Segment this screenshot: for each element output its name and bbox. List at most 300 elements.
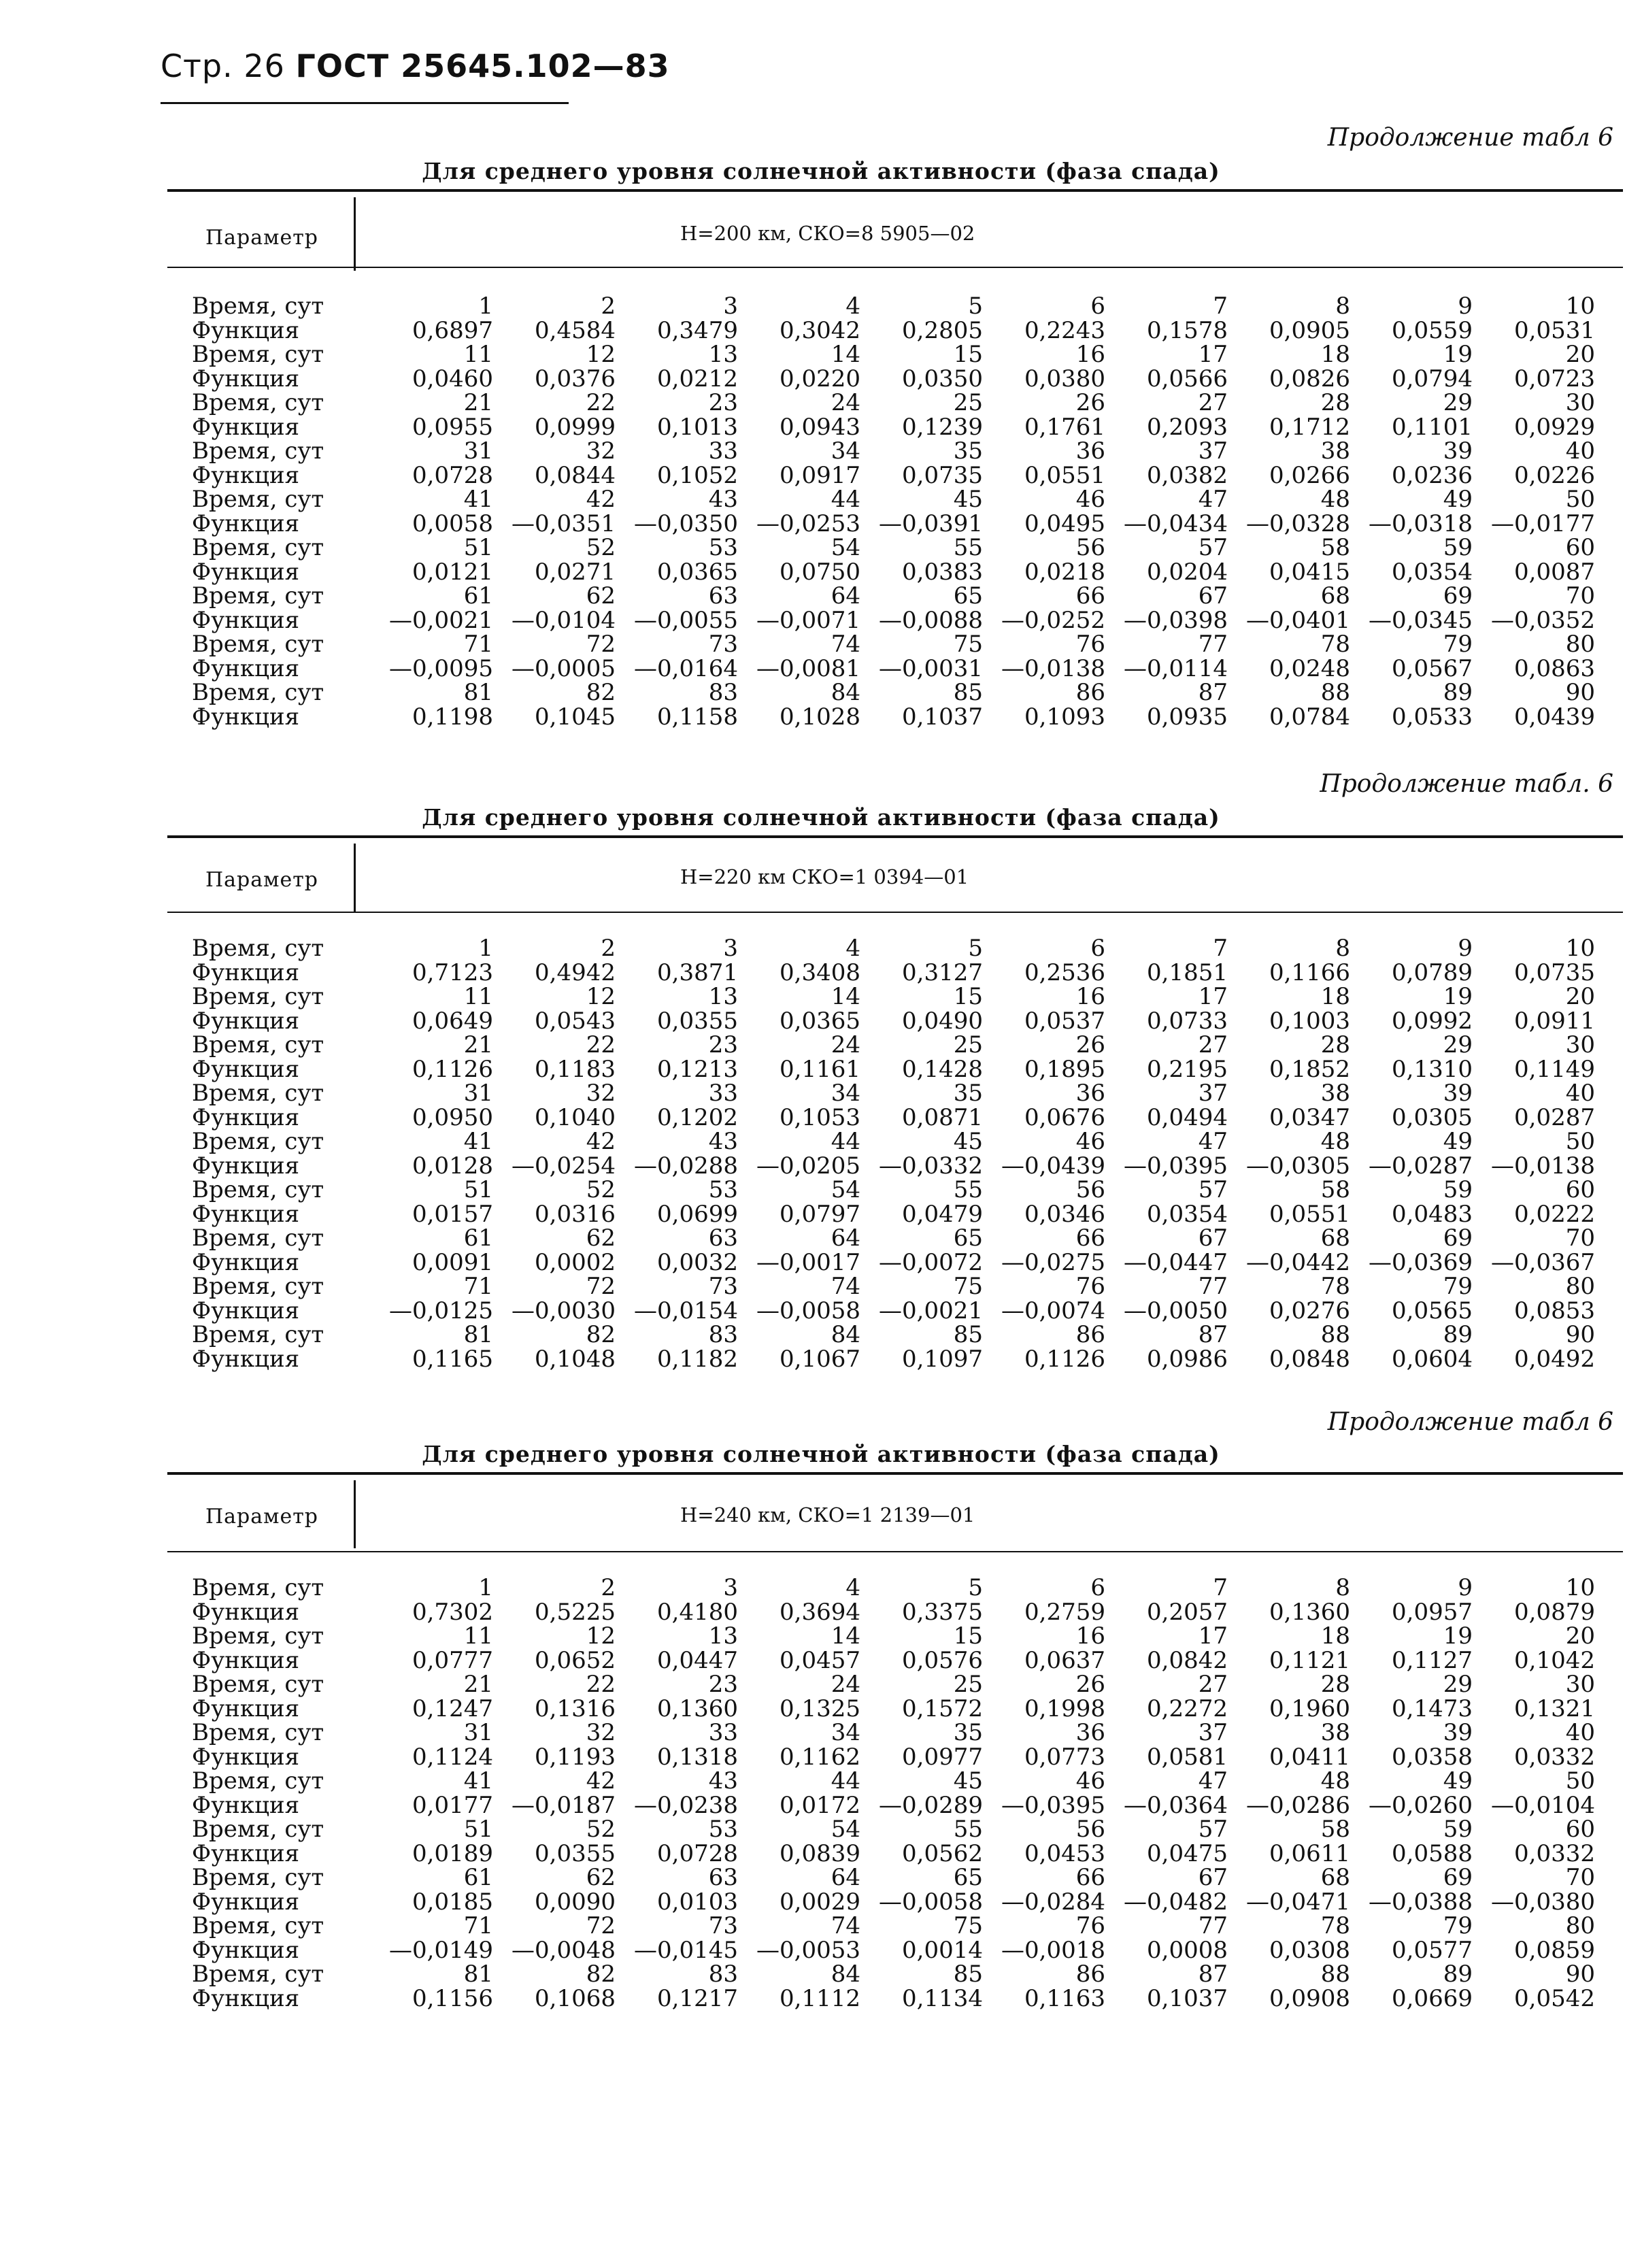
table-cell: —0,0058 bbox=[756, 1297, 860, 1324]
table-cell: 39 bbox=[1443, 1080, 1473, 1107]
table-cell: 19 bbox=[1443, 983, 1473, 1010]
table-cell: 0,0794 bbox=[1392, 365, 1473, 393]
table-cell: 0,1761 bbox=[1024, 413, 1105, 441]
row-label: Время, сут bbox=[192, 1224, 324, 1252]
row-label: Функция bbox=[192, 461, 300, 489]
table-cell: —0,0021 bbox=[389, 606, 493, 634]
table-cell: 3 bbox=[723, 935, 738, 962]
header-bottom-rule-1 bbox=[167, 267, 1623, 268]
table-cell: 0,0453 bbox=[1024, 1839, 1105, 1867]
table-cell: 0,0542 bbox=[1514, 1984, 1595, 2012]
table-cell: —0,0286 bbox=[1246, 1791, 1350, 1819]
table-cell: 67 bbox=[1198, 1224, 1228, 1252]
table-cell: 0,0911 bbox=[1514, 1007, 1595, 1035]
table-cell: 74 bbox=[831, 1912, 860, 1939]
table-cell: 26 bbox=[1075, 1671, 1105, 1698]
table-cell: 0,0287 bbox=[1514, 1103, 1595, 1131]
table-cell: 50 bbox=[1565, 1767, 1595, 1795]
table-cell: 19 bbox=[1443, 341, 1473, 368]
table-row bbox=[0, 984, 1642, 1009]
table-cell: 82 bbox=[586, 1321, 616, 1348]
table-cell: 81 bbox=[463, 679, 493, 706]
table-cell: 24 bbox=[831, 1031, 860, 1058]
table-cell: 0,0943 bbox=[780, 413, 860, 441]
table-cell: 9 bbox=[1458, 935, 1473, 962]
table-cell: —0,0350 bbox=[634, 510, 738, 537]
table-row bbox=[0, 1624, 1642, 1648]
table-cell: 23 bbox=[708, 389, 738, 416]
row-label: Время, сут bbox=[192, 1816, 324, 1843]
table-cell: 42 bbox=[586, 486, 616, 513]
table-cell: 0,0128 bbox=[412, 1152, 493, 1180]
table-row bbox=[0, 680, 1642, 705]
table-cell: 0,2805 bbox=[902, 316, 983, 344]
table-row bbox=[0, 1575, 1642, 1600]
table-cell: 0,0917 bbox=[780, 461, 860, 489]
table-row bbox=[0, 535, 1642, 560]
table-cell: 0,0189 bbox=[412, 1839, 493, 1867]
table-cell: —0,0352 bbox=[1491, 606, 1595, 634]
table-cell: 0,1121 bbox=[1269, 1646, 1350, 1674]
table-cell: 0,1165 bbox=[412, 1345, 493, 1373]
table-cell: 32 bbox=[586, 1719, 616, 1746]
table-cell: 86 bbox=[1075, 1321, 1105, 1348]
table-cell: 0,1318 bbox=[657, 1743, 738, 1771]
table-cell: 0,0411 bbox=[1269, 1743, 1350, 1771]
table-row bbox=[0, 415, 1642, 439]
table-cell: 13 bbox=[708, 341, 738, 368]
table-row bbox=[0, 1274, 1642, 1299]
table-cell: 79 bbox=[1443, 1273, 1473, 1300]
table-cell: 68 bbox=[1320, 1864, 1350, 1891]
table-cell: 0,0226 bbox=[1514, 461, 1595, 489]
table-cell: 86 bbox=[1075, 1961, 1105, 1988]
table-row bbox=[0, 390, 1642, 415]
table-cell: 75 bbox=[953, 1273, 983, 1300]
table-cell: 0,0559 bbox=[1392, 316, 1473, 344]
table-row bbox=[0, 1322, 1642, 1347]
table-cell: —0,0471 bbox=[1246, 1888, 1350, 1916]
table-cell: 0,0032 bbox=[657, 1248, 738, 1276]
table-cell: 5 bbox=[968, 1574, 983, 1601]
table-cell: —0,0177 bbox=[1491, 510, 1595, 537]
table-cell: 22 bbox=[586, 389, 616, 416]
table-cell: 0,0185 bbox=[412, 1888, 493, 1916]
table-cell: 53 bbox=[708, 1176, 738, 1203]
row-label: Время, сут bbox=[192, 1671, 324, 1698]
row-label: Время, сут bbox=[192, 983, 324, 1010]
table-cell: 0,0475 bbox=[1147, 1839, 1228, 1867]
table-caption-1: Для среднего уровня солнечной активности (фаза спада) bbox=[422, 158, 1220, 184]
table-cell: 65 bbox=[953, 1224, 983, 1252]
row-label: Время, сут bbox=[192, 1864, 324, 1891]
table-cell: 38 bbox=[1320, 437, 1350, 465]
table-cell: 25 bbox=[953, 389, 983, 416]
table-cell: 26 bbox=[1075, 389, 1105, 416]
table-cell: 58 bbox=[1320, 534, 1350, 561]
table-cell: 0,0879 bbox=[1514, 1598, 1595, 1626]
table-cell: 0,0669 bbox=[1392, 1984, 1473, 2012]
table-cell: 0,0157 bbox=[412, 1200, 493, 1228]
table-cell: 25 bbox=[953, 1031, 983, 1058]
table-cell: 58 bbox=[1320, 1816, 1350, 1843]
table-cell: 69 bbox=[1443, 1864, 1473, 1891]
table-cell: 0,0839 bbox=[780, 1839, 860, 1867]
table-cell: 53 bbox=[708, 1816, 738, 1843]
table-cell: 0,0350 bbox=[902, 365, 983, 393]
table-cell: 51 bbox=[463, 1176, 493, 1203]
table-cell: 7 bbox=[1213, 1574, 1228, 1601]
table-cell: 0,0531 bbox=[1514, 316, 1595, 344]
table-row bbox=[0, 1697, 1642, 1721]
table-cell: 0,1183 bbox=[535, 1055, 616, 1083]
table-cell: 0,2759 bbox=[1024, 1598, 1105, 1626]
table-cell: —0,0017 bbox=[756, 1248, 860, 1276]
table-cell: 0,0222 bbox=[1514, 1200, 1595, 1228]
table-cell: 0,0750 bbox=[780, 558, 860, 586]
table-cell: 0,0789 bbox=[1392, 958, 1473, 986]
row-label: Время, сут bbox=[192, 1719, 324, 1746]
row-label: Функция bbox=[192, 1598, 300, 1626]
table-cell: 0,1037 bbox=[902, 703, 983, 731]
table-cell: 34 bbox=[831, 1719, 860, 1746]
table-row bbox=[0, 512, 1642, 536]
table-cell: 82 bbox=[586, 679, 616, 706]
table-cell: 20 bbox=[1565, 1622, 1595, 1650]
table-cell: 40 bbox=[1565, 1080, 1595, 1107]
row-label: Время, сут bbox=[192, 437, 324, 465]
table-row bbox=[0, 1962, 1642, 1986]
table-cell: 0,0494 bbox=[1147, 1103, 1228, 1131]
table-cell: 75 bbox=[953, 631, 983, 658]
table-cell: 47 bbox=[1198, 1767, 1228, 1795]
table-row bbox=[0, 1817, 1642, 1841]
table-row bbox=[0, 463, 1642, 488]
table-row bbox=[0, 1178, 1642, 1202]
table-cell: 0,1127 bbox=[1392, 1646, 1473, 1674]
table-cell: —0,0260 bbox=[1369, 1791, 1473, 1819]
table-cell: 0,1202 bbox=[657, 1103, 738, 1131]
table-cell: 0,1124 bbox=[412, 1743, 493, 1771]
table-cell: 0,4180 bbox=[657, 1598, 738, 1626]
table-cell: 0,1712 bbox=[1269, 413, 1350, 441]
table-cell: 0,0354 bbox=[1147, 1200, 1228, 1228]
row-label: Функция bbox=[192, 1297, 300, 1324]
table-cell: 48 bbox=[1320, 486, 1350, 513]
table-cell: —0,0289 bbox=[879, 1791, 983, 1819]
table-cell: —0,0187 bbox=[512, 1791, 616, 1819]
table-cell: —0,0021 bbox=[879, 1297, 983, 1324]
table-cell: 84 bbox=[831, 679, 860, 706]
table-cell: 0,0008 bbox=[1147, 1936, 1228, 1964]
row-label: Время, сут bbox=[192, 1031, 324, 1058]
table-cell: 0,1161 bbox=[780, 1055, 860, 1083]
table-cell: 23 bbox=[708, 1031, 738, 1058]
table-cell: 0,0637 bbox=[1024, 1646, 1105, 1674]
table-cell: 0,1048 bbox=[535, 1345, 616, 1373]
table-cell: —0,0439 bbox=[1001, 1152, 1105, 1180]
table-cell: 0,0271 bbox=[535, 558, 616, 586]
table-cell: 0,0332 bbox=[1514, 1743, 1595, 1771]
row-label: Время, сут bbox=[192, 1622, 324, 1650]
table-cell: 0,1360 bbox=[657, 1695, 738, 1722]
table-cell: 0,0236 bbox=[1392, 461, 1473, 489]
row-label: Функция bbox=[192, 316, 300, 344]
page-number: Стр. 26 bbox=[161, 48, 285, 84]
table-cell: 0,1998 bbox=[1024, 1695, 1105, 1722]
table-cell: 0,0316 bbox=[535, 1200, 616, 1228]
table-cell: 4 bbox=[845, 1574, 860, 1601]
table-cell: —0,0380 bbox=[1491, 1888, 1595, 1916]
table-cell: —0,0401 bbox=[1246, 606, 1350, 634]
table-cell: 19 bbox=[1443, 1622, 1473, 1650]
table-row bbox=[0, 1009, 1642, 1033]
table-cell: 0,1134 bbox=[902, 1984, 983, 2012]
table-cell: 36 bbox=[1075, 1080, 1105, 1107]
header-divider-2 bbox=[354, 844, 356, 912]
table-cell: 8 bbox=[1335, 1574, 1350, 1601]
table-cell: 28 bbox=[1320, 389, 1350, 416]
row-label: Функция bbox=[192, 1695, 300, 1722]
row-label: Функция bbox=[192, 1839, 300, 1867]
table-cell: 0,0723 bbox=[1514, 365, 1595, 393]
table-cell: 80 bbox=[1565, 1273, 1595, 1300]
table-cell: 42 bbox=[586, 1128, 616, 1155]
table-row bbox=[0, 318, 1642, 343]
table-cell: 0,0479 bbox=[902, 1200, 983, 1228]
table-cell: 83 bbox=[708, 1961, 738, 1988]
table-cell: —0,0005 bbox=[512, 654, 616, 682]
table-row bbox=[0, 1914, 1642, 1938]
table-cell: 0,1097 bbox=[902, 1345, 983, 1373]
table-cell: 58 bbox=[1320, 1176, 1350, 1203]
row-label: Функция bbox=[192, 413, 300, 441]
row-label: Функция bbox=[192, 1888, 300, 1916]
table-cell: 54 bbox=[831, 534, 860, 561]
table-cell: 54 bbox=[831, 1176, 860, 1203]
row-label: Время, сут bbox=[192, 293, 324, 320]
row-label: Функция bbox=[192, 1345, 300, 1373]
table-row bbox=[0, 1057, 1642, 1082]
table-row bbox=[0, 1105, 1642, 1130]
row-label: Время, сут bbox=[192, 935, 324, 962]
table-cell: 12 bbox=[586, 1622, 616, 1650]
table-cell: 0,1239 bbox=[902, 413, 983, 441]
table-cell: 0,0649 bbox=[412, 1007, 493, 1035]
table-cell: 0,1851 bbox=[1147, 958, 1228, 986]
table-cell: 37 bbox=[1198, 1080, 1228, 1107]
table-cell: —0,0145 bbox=[634, 1936, 738, 1964]
table-cell: 9 bbox=[1458, 1574, 1473, 1601]
table-cell: 61 bbox=[463, 582, 493, 610]
table-cell: 28 bbox=[1320, 1671, 1350, 1698]
table-cell: 0,0977 bbox=[902, 1743, 983, 1771]
table-cell: 56 bbox=[1075, 1176, 1105, 1203]
table-cell: 30 bbox=[1565, 1031, 1595, 1058]
table-cell: 80 bbox=[1565, 1912, 1595, 1939]
table-cell: 0,0566 bbox=[1147, 365, 1228, 393]
table-cell: 0,0848 bbox=[1269, 1345, 1350, 1373]
table-cell: 32 bbox=[586, 1080, 616, 1107]
table-cell: 0,1473 bbox=[1392, 1695, 1473, 1722]
table-row bbox=[0, 1890, 1642, 1914]
table-cell: 45 bbox=[953, 1767, 983, 1795]
table-cell: —0,0058 bbox=[879, 1888, 983, 1916]
table-cell: 0,0220 bbox=[780, 365, 860, 393]
table-cell: 53 bbox=[708, 534, 738, 561]
table-cell: 0,1156 bbox=[412, 1984, 493, 2012]
table-cell: 25 bbox=[953, 1671, 983, 1698]
table-cell: 10 bbox=[1565, 293, 1595, 320]
row-label: Функция bbox=[192, 1984, 300, 2012]
table-cell: 0,0382 bbox=[1147, 461, 1228, 489]
table-cell: 0,0029 bbox=[780, 1888, 860, 1916]
table-row bbox=[0, 1347, 1642, 1371]
table-cell: 0,0212 bbox=[657, 365, 738, 393]
table-cell: 29 bbox=[1443, 1031, 1473, 1058]
table-row bbox=[0, 1129, 1642, 1154]
table-cell: 0,0929 bbox=[1514, 413, 1595, 441]
row-label: Время, сут bbox=[192, 486, 324, 513]
table-cell: 44 bbox=[831, 1128, 860, 1155]
table-cell: —0,0367 bbox=[1491, 1248, 1595, 1276]
table-cell: 0,0308 bbox=[1269, 1936, 1350, 1964]
table-cell: 2 bbox=[601, 293, 616, 320]
table-cell: 41 bbox=[463, 486, 493, 513]
row-label: Функция bbox=[192, 606, 300, 634]
table-cell: 0,0533 bbox=[1392, 703, 1473, 731]
table-cell: 72 bbox=[586, 1912, 616, 1939]
table-cell: 0,5225 bbox=[535, 1598, 616, 1626]
table-row bbox=[0, 1250, 1642, 1275]
table-cell: 22 bbox=[586, 1671, 616, 1698]
row-label: Время, сут bbox=[192, 1273, 324, 1300]
table-cell: 31 bbox=[463, 437, 493, 465]
table-cell: 64 bbox=[831, 1224, 860, 1252]
table-cell: 20 bbox=[1565, 983, 1595, 1010]
table-cell: 59 bbox=[1443, 1176, 1473, 1203]
table-cell: 78 bbox=[1320, 631, 1350, 658]
table-cell: 0,1213 bbox=[657, 1055, 738, 1083]
table-cell: 0,3871 bbox=[657, 958, 738, 986]
table-cell: 43 bbox=[708, 1767, 738, 1795]
table-cell: 0,0380 bbox=[1024, 365, 1105, 393]
table-cell: 64 bbox=[831, 1864, 860, 1891]
table-cell: 7 bbox=[1213, 935, 1228, 962]
table-cell: 47 bbox=[1198, 486, 1228, 513]
table-cell: 0,1316 bbox=[535, 1695, 616, 1722]
table-cell: 0,0537 bbox=[1024, 1007, 1105, 1035]
table-cell: 0,1193 bbox=[535, 1743, 616, 1771]
table-cell: 0,1093 bbox=[1024, 703, 1105, 731]
table-cell: 56 bbox=[1075, 534, 1105, 561]
table-cell: 11 bbox=[463, 983, 493, 1010]
table-cell: 27 bbox=[1198, 1031, 1228, 1058]
table-cell: 0,4584 bbox=[535, 316, 616, 344]
table-cell: 28 bbox=[1320, 1031, 1350, 1058]
table-cell: 52 bbox=[586, 1816, 616, 1843]
table-cell: 0,0121 bbox=[412, 558, 493, 586]
table-cell: 57 bbox=[1198, 534, 1228, 561]
table-cell: —0,0114 bbox=[1124, 654, 1228, 682]
table-cell: 2 bbox=[601, 1574, 616, 1601]
table-row bbox=[0, 1299, 1642, 1323]
header-divider-1 bbox=[354, 197, 356, 271]
table-cell: 0,0495 bbox=[1024, 510, 1105, 537]
table-cell: 0,2272 bbox=[1147, 1695, 1228, 1722]
table-cell: 0,1360 bbox=[1269, 1598, 1350, 1626]
table-cell: —0,0071 bbox=[756, 606, 860, 634]
table-cell: 0,3694 bbox=[780, 1598, 860, 1626]
table-cell: 10 bbox=[1565, 935, 1595, 962]
table-cell: 0,0905 bbox=[1269, 316, 1350, 344]
table-cell: 2 bbox=[601, 935, 616, 962]
table-cell: 47 bbox=[1198, 1128, 1228, 1155]
table-cell: 31 bbox=[463, 1719, 493, 1746]
table-cell: 0,0581 bbox=[1147, 1743, 1228, 1771]
table-cell: 12 bbox=[586, 983, 616, 1010]
table-cell: 0,1163 bbox=[1024, 1984, 1105, 2012]
table-cell: 0,1042 bbox=[1514, 1646, 1595, 1674]
table-cell: 0,0699 bbox=[657, 1200, 738, 1228]
table-cell: —0,0081 bbox=[756, 654, 860, 682]
table-cell: —0,0030 bbox=[512, 1297, 616, 1324]
table-cell: 0,0957 bbox=[1392, 1598, 1473, 1626]
table-cell: 81 bbox=[463, 1961, 493, 1988]
table-cell: 24 bbox=[831, 1671, 860, 1698]
table-cell: 3 bbox=[723, 293, 738, 320]
table-cell: 0,1013 bbox=[657, 413, 738, 441]
table-cell: 0,0604 bbox=[1392, 1345, 1473, 1373]
table-cell: 0,0204 bbox=[1147, 558, 1228, 586]
row-label: Функция bbox=[192, 1200, 300, 1228]
table-cell: 88 bbox=[1320, 1961, 1350, 1988]
table-cell: 7 bbox=[1213, 293, 1228, 320]
table-cell: 60 bbox=[1565, 534, 1595, 561]
header-underline bbox=[161, 102, 569, 104]
row-label: Функция bbox=[192, 365, 300, 393]
table-cell: 0,0483 bbox=[1392, 1200, 1473, 1228]
table-cell: —0,0205 bbox=[756, 1152, 860, 1180]
table-cell: —0,0395 bbox=[1124, 1152, 1228, 1180]
table-cell: 71 bbox=[463, 1912, 493, 1939]
table-cell: 71 bbox=[463, 631, 493, 658]
table-cell: 14 bbox=[831, 341, 860, 368]
table-cell: 0,0218 bbox=[1024, 558, 1105, 586]
table-cell: 0,0383 bbox=[902, 558, 983, 586]
table-cell: 23 bbox=[708, 1671, 738, 1698]
table-cell: 0,1198 bbox=[412, 703, 493, 731]
table-cell: 0,1895 bbox=[1024, 1055, 1105, 1083]
table-cell: 0,0355 bbox=[535, 1839, 616, 1867]
table-cell: 34 bbox=[831, 1080, 860, 1107]
table-cell: 42 bbox=[586, 1767, 616, 1795]
table-cell: 85 bbox=[953, 1961, 983, 1988]
table-cell: 3 bbox=[723, 1574, 738, 1601]
table-cell: —0,0104 bbox=[1491, 1791, 1595, 1819]
table-cell: 75 bbox=[953, 1912, 983, 1939]
table-row bbox=[0, 705, 1642, 729]
table-cell: —0,0369 bbox=[1369, 1248, 1473, 1276]
table-cell: 79 bbox=[1443, 1912, 1473, 1939]
table-row bbox=[0, 958, 1642, 986]
row-label: Время, сут bbox=[192, 582, 324, 610]
table-cell: 0,0415 bbox=[1269, 558, 1350, 586]
param-header-1: Параметр bbox=[205, 226, 319, 250]
table-top-rule-1 bbox=[167, 189, 1623, 192]
table-cell: 0,0002 bbox=[535, 1248, 616, 1276]
table-cell: 0,0871 bbox=[902, 1103, 983, 1131]
